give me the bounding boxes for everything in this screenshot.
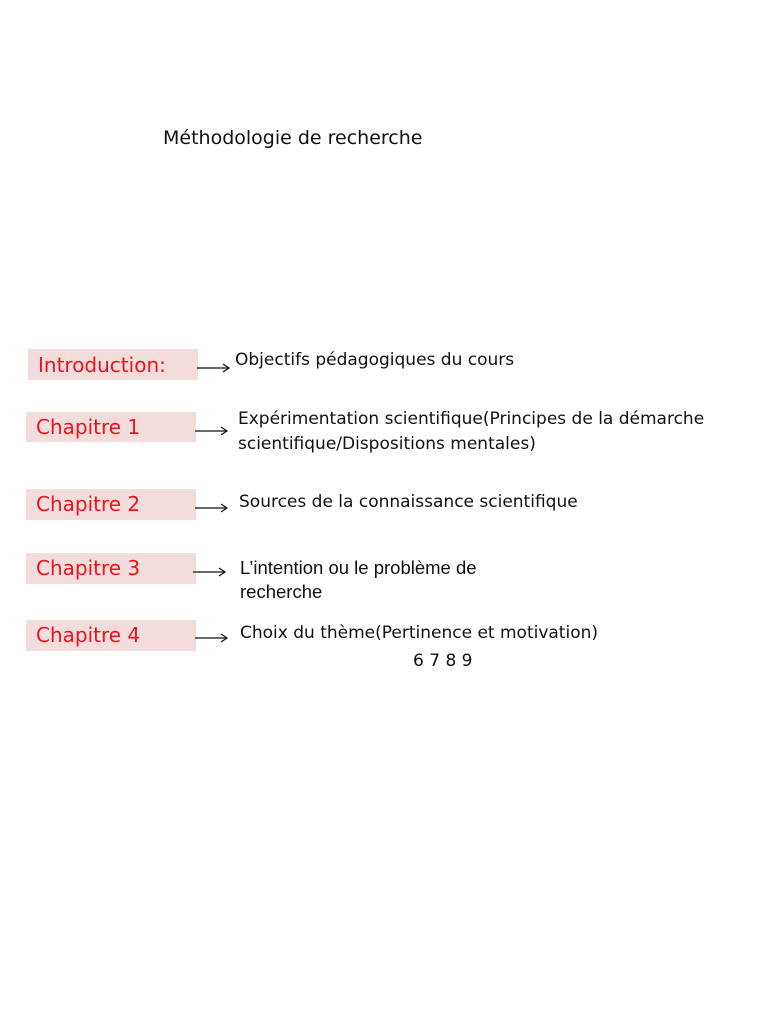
section-label-introduction: Introduction: [28,349,198,380]
section-description-chapitre-2: Sources de la connaissance scientifique [239,492,578,512]
section-label-chapitre-2: Chapitre 2 [26,489,196,520]
page-numbers: 6 7 8 9 [413,651,473,671]
section-description-chapitre-4: Choix du thème(Pertinence et motivation) [240,623,599,643]
right-arrow-icon [195,632,229,644]
right-arrow-icon [195,502,229,514]
section-description-introduction: Objectifs pédagogiques du cours [235,350,515,370]
section-label-chapitre-4: Chapitre 4 [26,620,196,651]
right-arrow-icon [195,425,229,437]
section-label-chapitre-3: Chapitre 3 [26,553,196,584]
page-title: Méthodologie de recherche [163,127,423,149]
description-line: Expérimentation scientifique(Principes de la démarche [238,409,705,429]
section-label-chapitre-1: Chapitre 1 [26,412,196,442]
section-description-chapitre-3 [240,556,477,604]
description-line: recherche [240,581,323,602]
section-description-chapitre-1 [238,407,704,457]
right-arrow-icon [193,566,227,578]
description-line: scientifique/Dispositions mentales) [238,434,536,454]
right-arrow-icon [197,362,231,374]
description-line: L’intention ou le problème de [240,557,477,578]
